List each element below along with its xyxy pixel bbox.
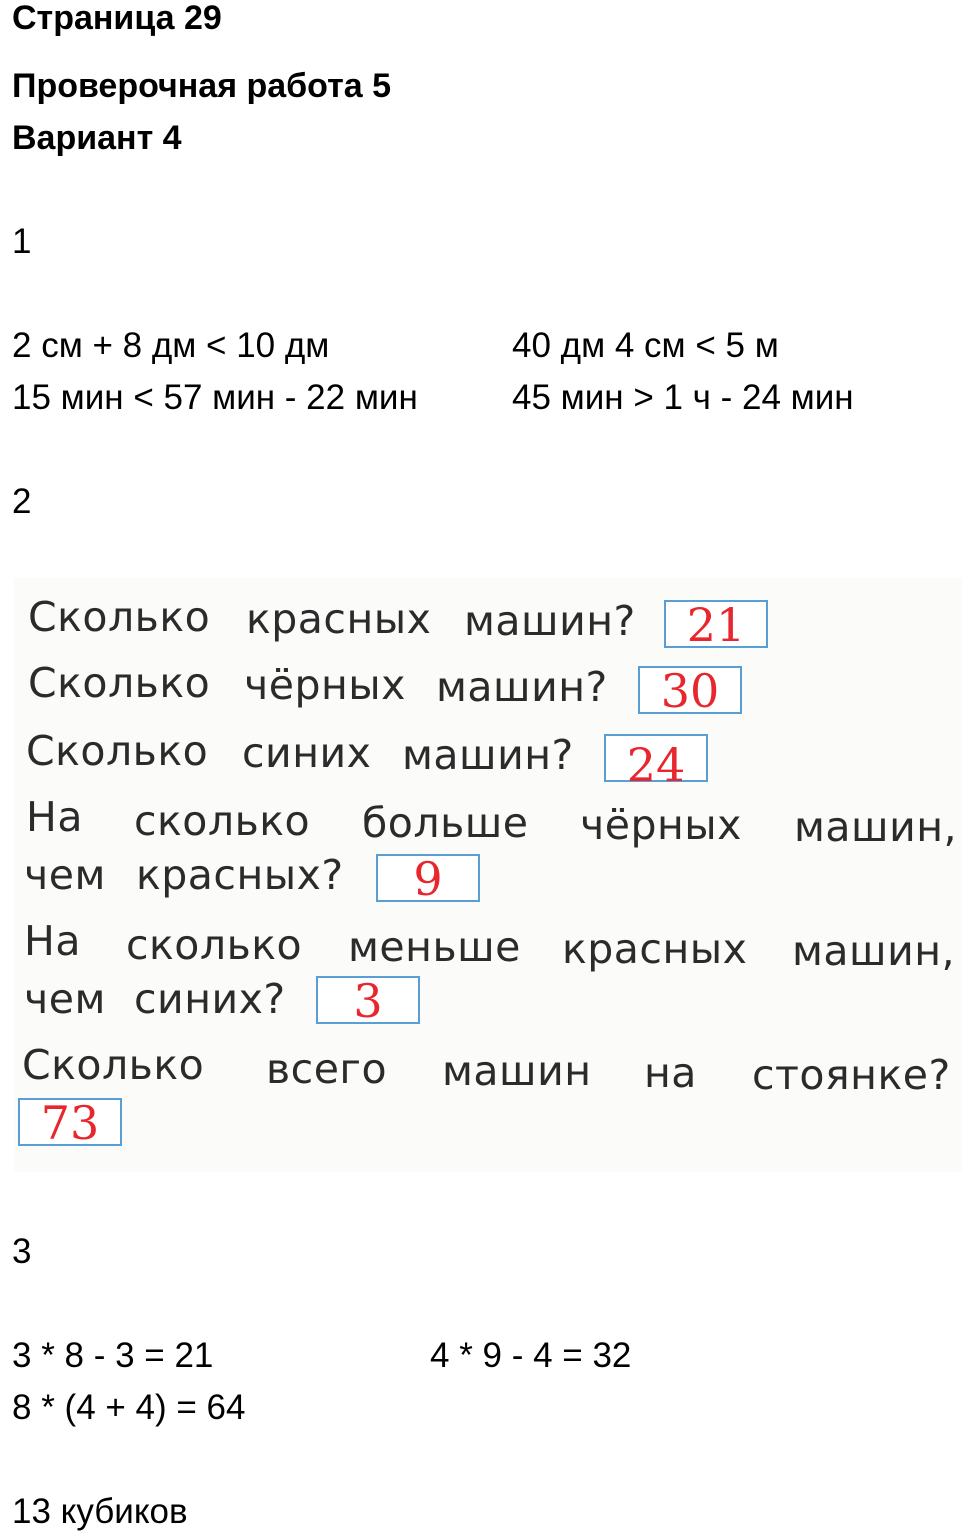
- word: чёрных: [244, 661, 406, 709]
- word: на: [644, 1049, 697, 1097]
- answer-box-2: [638, 664, 742, 718]
- variant-title: Вариант 4: [12, 119, 182, 157]
- word: Сколько: [26, 727, 209, 775]
- word: машин?: [436, 663, 608, 711]
- word: машин: [442, 1047, 592, 1095]
- word: красных?: [136, 851, 344, 899]
- answer-1: 21: [686, 598, 746, 652]
- word: синих: [242, 729, 372, 777]
- answer-box-3: [604, 734, 708, 792]
- task-3-line-2: 8 * (4 + 4) = 64: [12, 1388, 246, 1427]
- textbook-scan: [14, 578, 962, 1172]
- word: чем: [24, 975, 106, 1023]
- answer-6: 73: [40, 1096, 100, 1150]
- word: синих?: [134, 975, 286, 1023]
- word: машин?: [464, 597, 636, 645]
- word: сколько: [134, 797, 311, 845]
- work-title: Проверочная работа 5: [12, 67, 392, 105]
- answer-2: 30: [660, 664, 720, 718]
- answer-box-6: [18, 1096, 122, 1150]
- task-1-line-2-right: 45 мин > 1 ч - 24 мин: [512, 378, 854, 417]
- answer-box-4: [376, 852, 480, 906]
- word: меньше: [348, 923, 521, 971]
- task-1-number: 1: [12, 222, 32, 261]
- word: Сколько: [28, 593, 211, 641]
- task-3-answer: 13 кубиков: [12, 1492, 188, 1531]
- word: Сколько: [22, 1041, 205, 1089]
- word: красных: [562, 925, 748, 973]
- word: машин?: [402, 731, 574, 779]
- word: Сколько: [28, 659, 211, 707]
- word: машин,: [794, 803, 958, 851]
- word: больше: [362, 799, 529, 847]
- task-1-line-1-left: 2 см + 8 дм < 10 дм: [12, 326, 330, 365]
- word: сколько: [126, 921, 303, 969]
- page-title: Страница 29: [12, 0, 222, 37]
- answer-3: 24: [626, 738, 686, 792]
- answer-box-1: [664, 598, 768, 652]
- answer-5: 3: [353, 974, 383, 1028]
- word: стоянке?: [752, 1051, 951, 1099]
- word: На: [26, 793, 83, 841]
- task-1-line-2-left: 15 мин < 57 мин - 22 мин: [12, 378, 418, 417]
- task-1-line-1-right: 40 дм 4 см < 5 м: [512, 326, 779, 365]
- word: чёрных: [580, 801, 742, 849]
- word: чем: [24, 851, 106, 899]
- task-3-number: 3: [12, 1232, 32, 1271]
- answer-box-5: [316, 974, 420, 1028]
- task-3-line-1-left: 3 * 8 - 3 = 21: [12, 1336, 214, 1375]
- task-3-line-1-right: 4 * 9 - 4 = 32: [430, 1336, 632, 1375]
- word: всего: [266, 1045, 388, 1093]
- answer-4: 9: [413, 852, 443, 906]
- word: машин,: [792, 927, 956, 975]
- word: красных: [246, 595, 432, 643]
- word: На: [24, 917, 81, 965]
- task-2-number: 2: [12, 482, 32, 521]
